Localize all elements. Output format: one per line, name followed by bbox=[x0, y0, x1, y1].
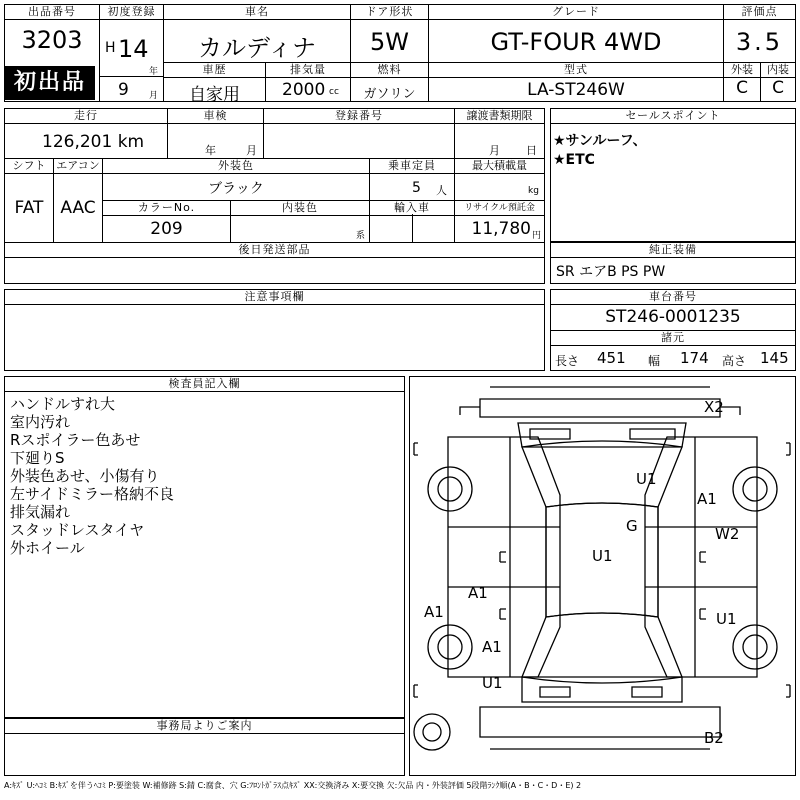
mileage: 126,201 km bbox=[42, 132, 145, 152]
sales-points-box bbox=[550, 108, 796, 242]
damage-mark: B2 bbox=[704, 729, 724, 747]
transfer-day-unit: 日 bbox=[526, 144, 537, 157]
inspector-note: Rスポイラー色あせ bbox=[10, 431, 141, 449]
sales-points-label: セールスポイント bbox=[551, 109, 795, 124]
year-unit: 年 bbox=[149, 67, 159, 77]
transfer-month-unit: 月 bbox=[489, 144, 500, 157]
length: 451 bbox=[597, 349, 626, 367]
damage-mark: U1 bbox=[716, 610, 737, 628]
exterior-score-label: 外装 bbox=[724, 63, 760, 78]
grade-label: グレード bbox=[429, 5, 723, 20]
max-load-label: 最大積載量 bbox=[455, 159, 544, 174]
damage-mark: A1 bbox=[468, 584, 488, 602]
damage-mark: G bbox=[626, 517, 638, 535]
car-name-label: 車名 bbox=[164, 5, 350, 20]
length-label: 長さ bbox=[555, 354, 580, 368]
exterior-color-label: 外装色 bbox=[103, 159, 369, 174]
equipment-label: 純正装備 bbox=[551, 243, 795, 258]
inspection-year-unit: 年 bbox=[205, 144, 216, 157]
sales-point-line: ★ETC bbox=[553, 152, 595, 168]
capacity-unit: 人 bbox=[436, 184, 447, 197]
mileage-label: 走行 bbox=[5, 109, 167, 124]
inspector-note: 外ホイール bbox=[10, 539, 85, 557]
air-conditioner: AAC bbox=[60, 198, 96, 218]
inspection-label: 車検 bbox=[168, 109, 263, 124]
width-label: 幅 bbox=[648, 354, 661, 368]
color-number: 209 bbox=[150, 219, 183, 239]
month-unit: 月 bbox=[149, 91, 159, 101]
specs-label: 諸元 bbox=[551, 331, 795, 346]
later-parts-label: 後日発送部品 bbox=[5, 243, 544, 258]
sales-point-line: ★サンルーフ、 bbox=[553, 133, 647, 149]
notes-label: 注意事項欄 bbox=[5, 290, 544, 305]
registration-month: 9 bbox=[118, 80, 129, 100]
fuel: ガソリン bbox=[363, 87, 416, 102]
door-type: 5W bbox=[370, 28, 409, 56]
capacity-label: 乗車定員 bbox=[370, 159, 454, 174]
inspector-note: 排気漏れ bbox=[10, 503, 71, 521]
chassis-number-label: 車台番号 bbox=[551, 290, 795, 305]
import-label: 輸入車 bbox=[370, 201, 454, 216]
overall-score: 3.5 bbox=[735, 28, 784, 56]
inspector-note: ハンドルすれ大 bbox=[10, 395, 116, 413]
interior-color-label: 内装色 bbox=[231, 201, 369, 216]
equipment-value: SR エアB PS PW bbox=[556, 264, 666, 280]
damage-mark: U1 bbox=[482, 674, 503, 692]
chassis-number: ST246-0001235 bbox=[605, 307, 741, 327]
displacement-label: 排気量 bbox=[266, 63, 350, 78]
office-notice-label: 事務局よりご案内 bbox=[5, 719, 404, 734]
shift: FAT bbox=[14, 198, 44, 218]
inspector-note: 外装色あせ、小傷有り bbox=[10, 467, 160, 485]
max-load-unit: kg bbox=[528, 186, 539, 196]
lot-number: 3203 bbox=[21, 26, 83, 54]
damage-mark: U1 bbox=[592, 547, 613, 565]
damage-mark: X2 bbox=[704, 398, 724, 416]
transfer-deadline-label: 譲渡書類期限 bbox=[455, 109, 544, 124]
interior-score: C bbox=[772, 78, 784, 98]
era: H bbox=[105, 40, 116, 56]
color-number-label: カラーNo. bbox=[103, 201, 230, 216]
inspector-notes bbox=[10, 395, 174, 557]
recycle-fee-unit: 円 bbox=[532, 231, 542, 241]
height-label: 高さ bbox=[722, 354, 747, 368]
capacity: 5 bbox=[412, 180, 421, 196]
grade: GT-FOUR 4WD bbox=[490, 28, 662, 56]
model-code: LA-ST246W bbox=[527, 80, 625, 100]
interior-score-label: 内装 bbox=[761, 63, 795, 78]
lot-number-label: 出品番号 bbox=[5, 5, 99, 20]
recycle-fee: 11,780 bbox=[471, 219, 531, 239]
ac-label: エアコン bbox=[54, 159, 102, 174]
history: 自家用 bbox=[189, 85, 240, 105]
history-label: 車歴 bbox=[164, 63, 265, 78]
inspector-note: スタッドレスタイヤ bbox=[10, 521, 145, 539]
car-name: カルディナ bbox=[197, 34, 317, 62]
score-label: 評価点 bbox=[724, 5, 795, 20]
height: 145 bbox=[760, 349, 789, 367]
model-label: 型式 bbox=[429, 63, 723, 78]
inspector-note: 左サイドミラー格納不良 bbox=[10, 485, 174, 503]
registration-year: 14 bbox=[118, 35, 149, 63]
damage-mark: W2 bbox=[715, 525, 740, 543]
door-type-label: ドア形状 bbox=[351, 5, 428, 20]
exterior-color: ブラック bbox=[208, 181, 264, 197]
fuel-label: 燃料 bbox=[351, 63, 428, 78]
legend-text: A:ｷｽﾞ U:ﾍｺﾐ B:ｷｽﾞを伴うﾍｺﾐ P:要塗装 W:補修跡 S:錆 C:腐食、穴 G:ﾌﾛﾝﾄｶﾞﾗｽ点ｷｽﾞ XX:交換済み X:要交換 欠:欠品 内・外装評価 5段階ﾗﾝｸ順(A・B・C・D・E) 2 bbox=[4, 781, 582, 790]
displacement-unit: cc bbox=[329, 87, 339, 97]
inspector-label: 検査員記入欄 bbox=[5, 377, 404, 392]
damage-mark: U1 bbox=[636, 470, 657, 488]
car-damage-diagram bbox=[410, 377, 795, 775]
first-listing-badge: 初出品 bbox=[5, 66, 95, 100]
exterior-score: C bbox=[736, 78, 748, 98]
inspector-note: 室内汚れ bbox=[10, 413, 71, 431]
width: 174 bbox=[680, 349, 709, 367]
inspection-month-unit: 月 bbox=[246, 144, 257, 157]
damage-mark: A1 bbox=[482, 638, 502, 656]
damage-mark: A1 bbox=[424, 603, 444, 621]
shift-label: シフト bbox=[5, 159, 53, 174]
recycle-fee-label: リサイクル預託金 bbox=[455, 201, 544, 216]
first-registration-label: 初度登録 bbox=[100, 5, 163, 20]
displacement: 2000 bbox=[282, 80, 326, 100]
plate-label: 登録番号 bbox=[264, 109, 454, 124]
damage-mark: A1 bbox=[697, 490, 717, 508]
interior-color-unit: 系 bbox=[356, 231, 366, 241]
inspector-note: 下廻りS bbox=[10, 449, 65, 467]
